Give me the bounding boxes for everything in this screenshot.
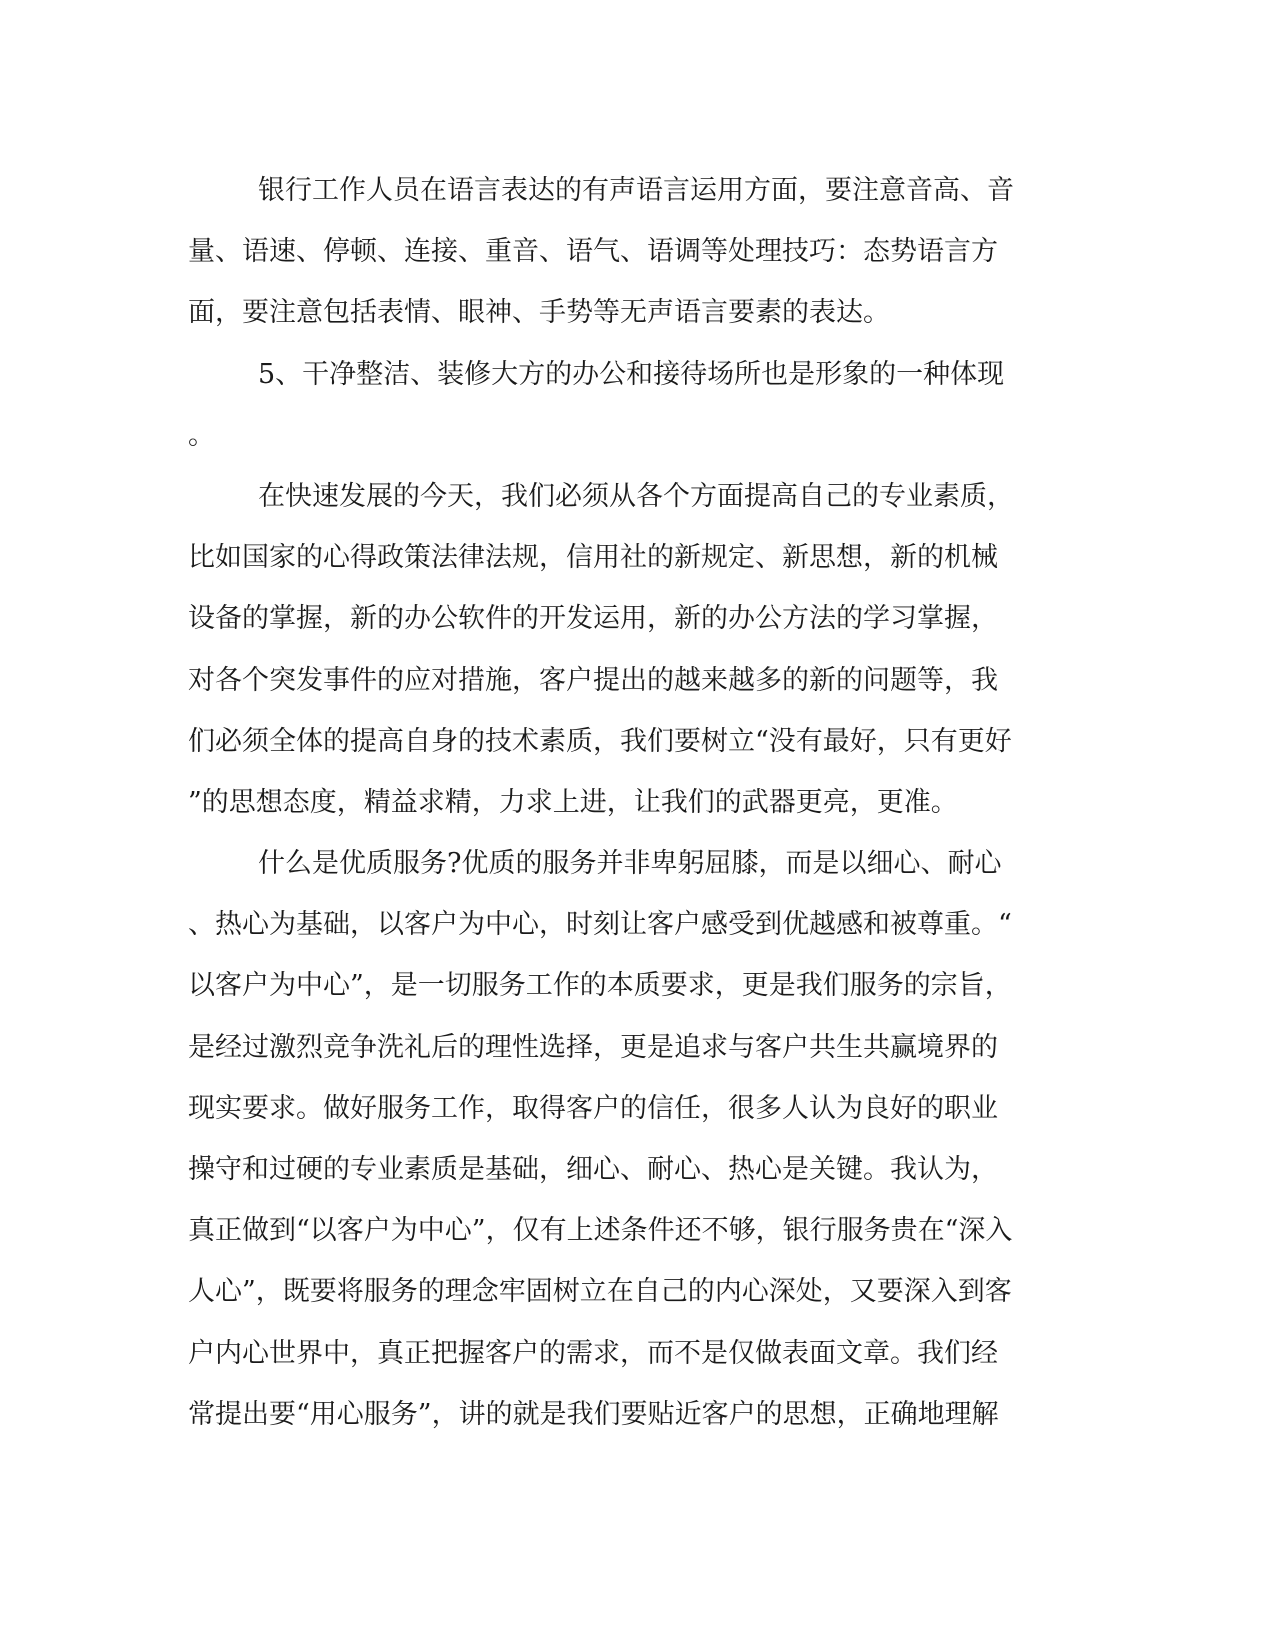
text-line: 以客户为中心”，是一切服务工作的本质要求，更是我们服务的宗旨， xyxy=(188,970,1012,1002)
text-line: 操守和过硬的专业素质是基础，细心、耐心、热心是关键。我认为， xyxy=(188,1154,998,1185)
text-line: 设备的掌握，新的办公软件的开发运用，新的办公方法的学习掌握， xyxy=(188,603,998,635)
text-line: 面，要注意包括表情、眼神、手势等无声语言要素的表达。 xyxy=(188,297,890,329)
text-line: 户内心世界中，真正把握客户的需求，而不是仅做表面文章。我们经 xyxy=(188,1337,998,1369)
text-line: 5、干净整洁、装修大方的办公和接待场所也是形象的一种体现 xyxy=(258,358,1005,390)
text-line: 对各个突发事件的应对措施，客户提出的越来越多的新的问题等，我 xyxy=(188,664,998,696)
text-line: 现实要求。做好服务工作，取得客户的信任，很多人认为良好的职业 xyxy=(188,1092,998,1124)
text-line: 量、语速、停顿、连接、重音、语气、语调等处理技巧：态势语言方 xyxy=(188,236,998,268)
body-text xyxy=(188,160,1068,1445)
text-line: 银行工作人员在语言表达的有声语言运用方面，要注意音高、音 xyxy=(258,175,1014,206)
text-line: 。 xyxy=(188,419,215,451)
text-line: 真正做到“以客户为中心”，仅有上述条件还不够，银行服务贵在“深入 xyxy=(188,1215,1013,1247)
text-line: 是经过激烈竞争洗礼后的理性选择，更是追求与客户共生共赢境界的 xyxy=(188,1031,998,1063)
text-line: 、热心为基础，以客户为中心，时刻让客户感受到优越感和被尊重。“ xyxy=(188,909,1012,941)
text-line: 人心”，既要将服务的理念牢固树立在自己的内心深处，又要深入到客 xyxy=(188,1276,1012,1308)
text-line: ”的思想态度，精益求精，力求上进，让我们的武器更亮，更准。 xyxy=(188,786,958,818)
text-line: 什么是优质服务?优质的服务并非卑躬屈膝，而是以细心、耐心 xyxy=(258,848,1002,880)
text-line: 在快速发展的今天，我们必须从各个方面提高自己的专业素质， xyxy=(258,480,1014,512)
text-line: 常提出要“用心服务”，讲的就是我们要贴近客户的思想，正确地理解 xyxy=(188,1398,999,1430)
text-line: 们必须全体的提高自身的技术素质，我们要树立“没有最好，只有更好 xyxy=(188,725,1012,757)
text-line: 比如国家的心得政策法律法规，信用社的新规定、新思想，新的机械 xyxy=(188,542,998,574)
